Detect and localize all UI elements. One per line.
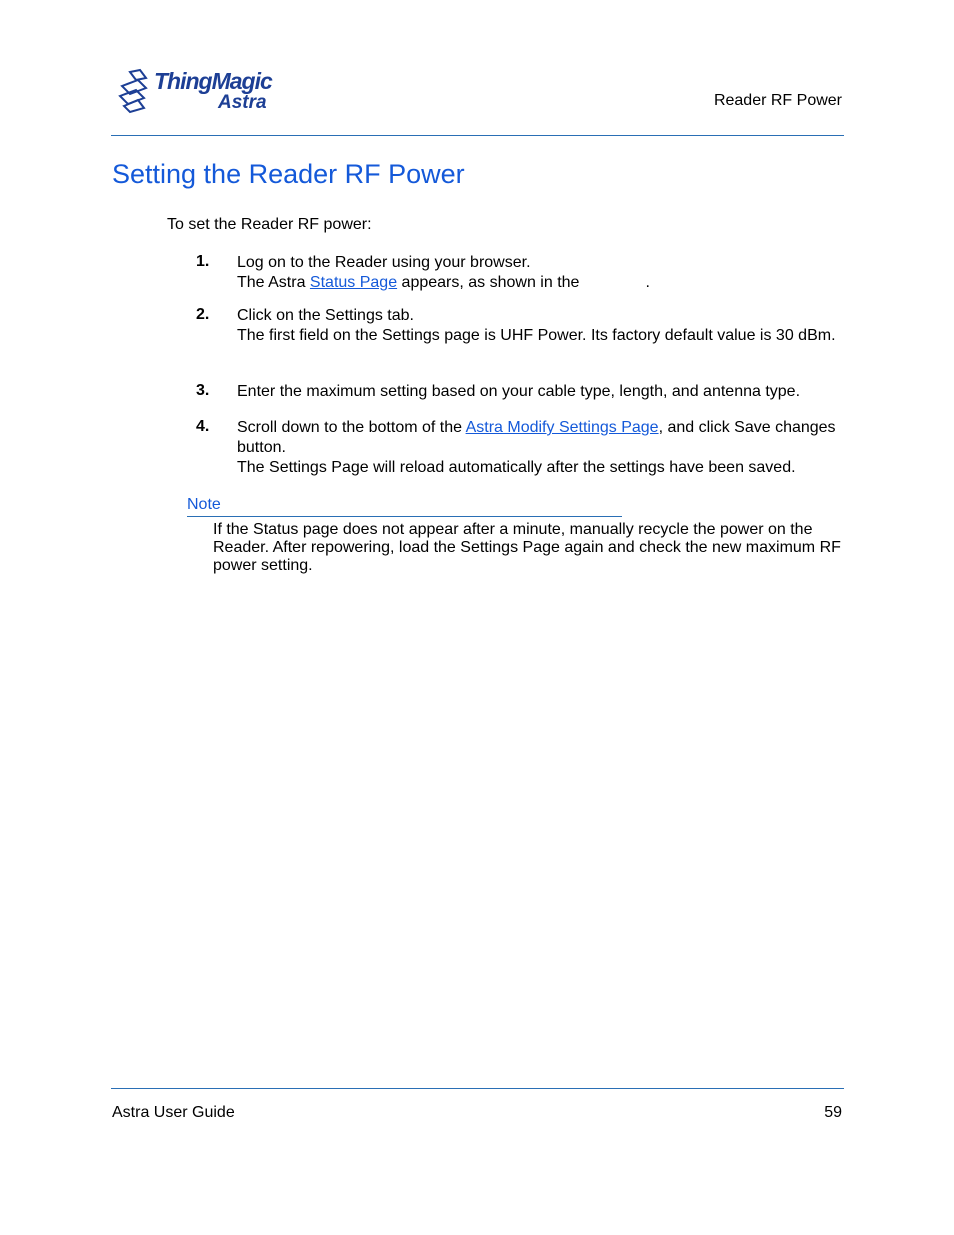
step-2-line2: The first field on the Settings page is UHF Power. Its factory default value is 30 dBm. bbox=[237, 327, 836, 344]
step-2 bbox=[237, 306, 842, 346]
step-1-period: . bbox=[645, 274, 650, 291]
logo-brand: ThingMagic bbox=[154, 68, 272, 94]
footer-title: Astra User Guide bbox=[112, 1104, 235, 1121]
step-number: 4. bbox=[196, 418, 210, 435]
page-title: Setting the Reader RF Power bbox=[112, 159, 465, 189]
step-3 bbox=[237, 382, 842, 402]
step-2-line1: Click on the Settings tab. bbox=[237, 307, 414, 324]
step-4-text: Scroll down to the bottom of the bbox=[237, 419, 466, 436]
note-text: If the Status page does not appear after a minute, manually recycle the power on the Reader. After repowering, load the Settings Page again and check the new maximum RF power setting. bbox=[213, 521, 841, 574]
step-1-text: The Astra bbox=[237, 274, 310, 291]
astra-modify-settings-link[interactable]: Astra Modify Settings Page bbox=[465, 419, 659, 436]
running-header: Reader RF Power bbox=[713, 92, 842, 109]
step-4 bbox=[237, 418, 842, 478]
header-rule bbox=[111, 135, 844, 136]
step-1-line2 bbox=[237, 273, 842, 293]
note-rule bbox=[187, 516, 622, 517]
step-number: 1. bbox=[196, 253, 210, 270]
note-label: Note bbox=[187, 496, 221, 513]
step-1-line1: Log on to the Reader using your browser. bbox=[237, 254, 531, 271]
page-number: 59 bbox=[824, 1104, 842, 1121]
logo-product: Astra bbox=[218, 92, 267, 113]
step-number: 2. bbox=[196, 306, 210, 323]
footer-rule bbox=[111, 1088, 844, 1089]
step-4-line1 bbox=[237, 418, 842, 458]
step-1 bbox=[237, 253, 842, 293]
intro-text: To set the Reader RF power: bbox=[167, 216, 372, 233]
step-number: 3. bbox=[196, 382, 210, 399]
step-1-text-after: appears, as shown in the bbox=[397, 274, 580, 291]
step-4-line2: The Settings Page will reload automatically after the settings have been saved. bbox=[237, 459, 796, 476]
step-3-line1: Enter the maximum setting based on your cable type, length, and antenna type. bbox=[237, 383, 801, 400]
status-page-link[interactable]: Status Page bbox=[309, 274, 398, 291]
step-4-text-after: , and click Save changes button. bbox=[237, 419, 836, 456]
